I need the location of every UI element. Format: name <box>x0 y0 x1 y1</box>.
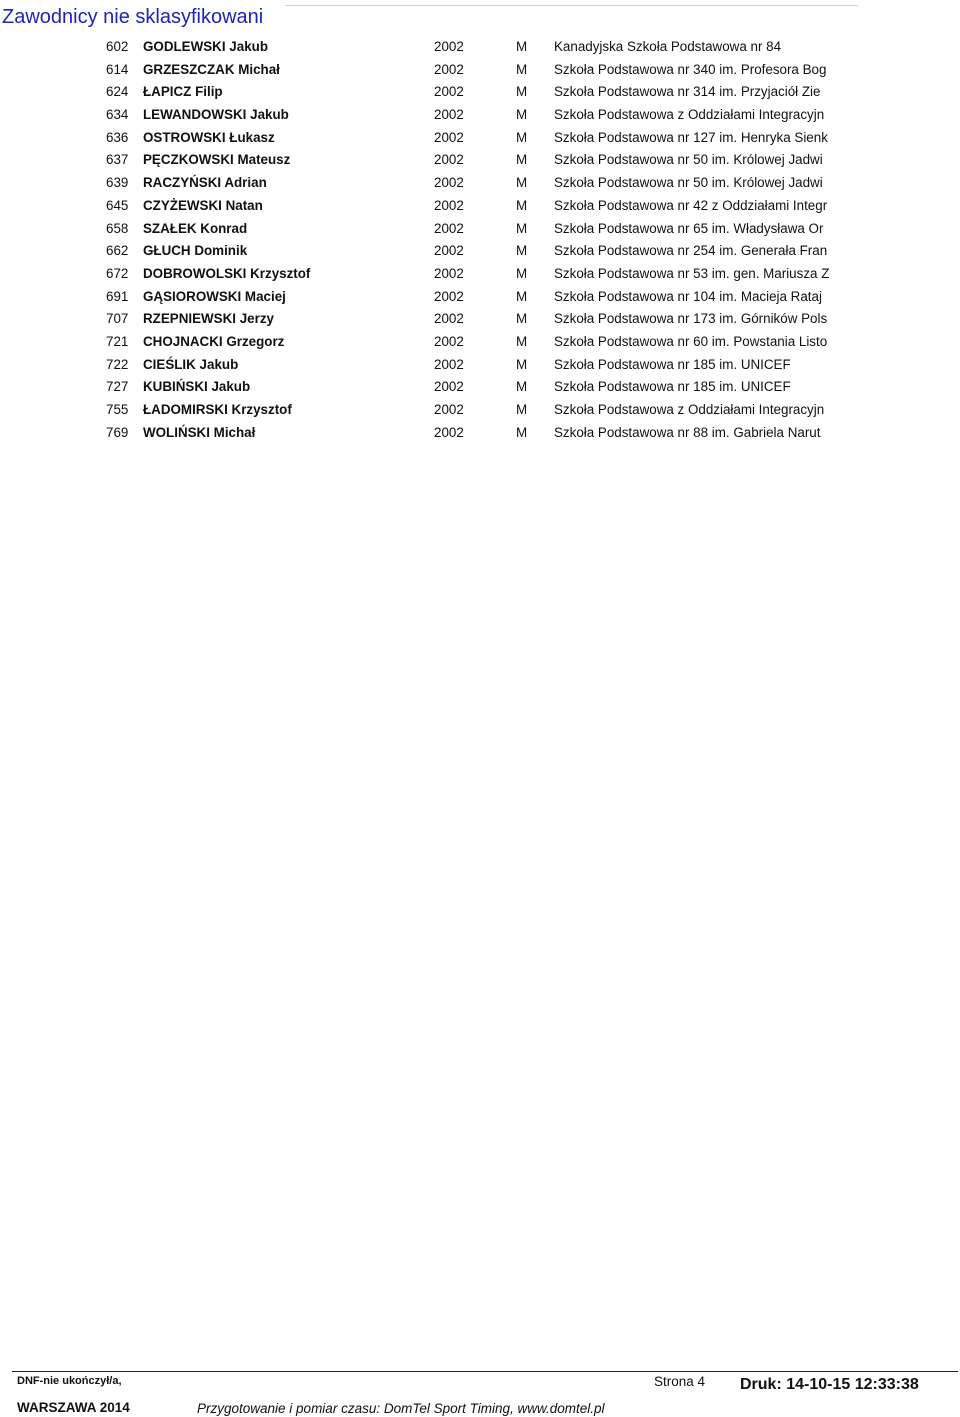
athlete-name: CHOJNACKI Grzegorz <box>143 333 285 349</box>
birth-year: 2002 <box>434 175 464 191</box>
table-row <box>0 36 960 59</box>
birth-year: 2002 <box>434 356 464 372</box>
sex: M <box>516 243 528 259</box>
sex: M <box>516 197 528 213</box>
bib-number: 755 <box>106 402 129 417</box>
birth-year: 2002 <box>434 311 464 327</box>
birth-year: 2002 <box>434 220 464 236</box>
bib-number: 645 <box>106 197 129 213</box>
school-name: Szkoła Podstawowa nr 173 im. Górników Pols <box>554 311 828 327</box>
athlete-name: ŁADOMIRSKI Krzysztof <box>143 402 292 417</box>
bib-number: 707 <box>106 311 129 327</box>
athlete-name: ŁAPICZ Filip <box>143 84 223 100</box>
table-row <box>0 376 960 399</box>
sex: M <box>516 265 528 281</box>
birth-year: 2002 <box>434 265 464 281</box>
sex: M <box>516 424 528 440</box>
birth-year: 2002 <box>434 243 464 259</box>
school-name: Szkoła Podstawowa nr 88 im. Gabriela Narut <box>554 424 821 440</box>
athlete-name: RZEPNIEWSKI Jerzy <box>143 311 274 327</box>
table-row <box>0 263 960 286</box>
table-row <box>0 354 960 377</box>
sex: M <box>516 288 528 304</box>
athlete-name: GODLEWSKI Jakub <box>143 39 268 54</box>
footer-divider <box>12 1371 958 1372</box>
footer-print-date: Druk: 14-10-15 12:33:38 <box>740 1376 919 1393</box>
bib-number: 614 <box>106 61 129 77</box>
school-name: Szkoła Podstawowa nr 340 im. Profesora Bog <box>554 61 827 77</box>
table-row <box>0 286 960 309</box>
bib-number: 636 <box>106 129 129 145</box>
table-row <box>0 308 960 331</box>
school-name: Szkoła Podstawowa nr 127 im. Henryka Sienk <box>554 129 828 145</box>
athlete-name: GŁUCH Dominik <box>143 243 248 259</box>
table-row <box>0 172 960 195</box>
athlete-name: CZYŻEWSKI Natan <box>143 197 263 213</box>
athlete-name: OSTROWSKI Łukasz <box>143 129 275 145</box>
bib-number: 624 <box>106 84 129 100</box>
title-divider <box>285 5 858 6</box>
school-name: Szkoła Podstawowa nr 60 im. Powstania Listo <box>554 333 828 349</box>
footer-legend: DNF-nie ukończył/a, <box>17 1375 122 1387</box>
bib-number: 672 <box>106 265 129 281</box>
birth-year: 2002 <box>434 288 464 304</box>
birth-year: 2002 <box>434 39 464 54</box>
table-row <box>0 149 960 172</box>
footer-page-number: Strona 4 <box>654 1374 706 1389</box>
table-row <box>0 127 960 150</box>
table-row <box>0 399 960 422</box>
athlete-name: GRZESZCZAK Michał <box>143 61 280 77</box>
athlete-name: CIEŚLIK Jakub <box>143 356 239 372</box>
bib-number: 662 <box>106 243 129 259</box>
athlete-name: WOLIŃSKI Michał <box>143 424 256 440</box>
table-row <box>0 422 960 445</box>
school-name: Szkoła Podstawowa z Oddziałami Integracyjn <box>554 107 825 123</box>
school-name: Szkoła Podstawowa nr 185 im. UNICEF <box>554 356 791 372</box>
sex: M <box>516 311 528 327</box>
school-name: Szkoła Podstawowa nr 65 im. Władysława Or <box>554 220 824 236</box>
table-row <box>0 331 960 354</box>
athlete-name: SZAŁEK Konrad <box>143 220 248 236</box>
bib-number: 637 <box>106 152 129 168</box>
bib-number: 602 <box>106 39 129 54</box>
sex: M <box>516 39 528 54</box>
sex: M <box>516 402 528 417</box>
sex: M <box>516 379 528 395</box>
birth-year: 2002 <box>434 61 464 77</box>
table-row <box>0 240 960 263</box>
sex: M <box>516 356 528 372</box>
bib-number: 639 <box>106 175 129 191</box>
school-name: Szkoła Podstawowa nr 185 im. UNICEF <box>554 379 791 395</box>
athlete-name: RACZYŃSKI Adrian <box>143 175 267 191</box>
sex: M <box>516 84 528 100</box>
sex: M <box>516 107 528 123</box>
school-name: Szkoła Podstawowa nr 53 im. gen. Mariusza Z <box>554 265 829 281</box>
school-name: Szkoła Podstawowa z Oddziałami Integracyjn <box>554 402 825 417</box>
sex: M <box>516 220 528 236</box>
birth-year: 2002 <box>434 84 464 100</box>
sex: M <box>516 61 528 77</box>
birth-year: 2002 <box>434 152 464 168</box>
birth-year: 2002 <box>434 333 464 349</box>
birth-year: 2002 <box>434 107 464 123</box>
bib-number: 722 <box>106 356 129 372</box>
school-name: Kanadyjska Szkoła Podstawowa nr 84 <box>554 39 782 54</box>
bib-number: 691 <box>106 288 129 304</box>
table-row <box>0 218 960 241</box>
sex: M <box>516 333 528 349</box>
bib-number: 721 <box>106 333 129 349</box>
athlete-name: DOBROWOLSKI Krzysztof <box>143 265 311 281</box>
bib-number: 658 <box>106 220 129 236</box>
table-row <box>0 81 960 104</box>
sex: M <box>516 175 528 191</box>
birth-year: 2002 <box>434 402 464 417</box>
athlete-name: LEWANDOWSKI Jakub <box>143 107 289 123</box>
table-row <box>0 104 960 127</box>
birth-year: 2002 <box>434 424 464 440</box>
sex: M <box>516 152 528 168</box>
birth-year: 2002 <box>434 197 464 213</box>
bib-number: 727 <box>106 379 129 395</box>
school-name: Szkoła Podstawowa nr 50 im. Królowej Jadwi <box>554 152 823 168</box>
birth-year: 2002 <box>434 379 464 395</box>
table-row <box>0 195 960 218</box>
athlete-name: PĘCZKOWSKI Mateusz <box>143 152 291 168</box>
school-name: Szkoła Podstawowa nr 254 im. Generała Fran <box>554 243 828 259</box>
results-list <box>0 36 960 444</box>
section-title: Zawodnicy nie sklasyfikowani <box>2 6 264 28</box>
table-row <box>0 59 960 82</box>
footer-event: WARSZAWA 2014 <box>17 1400 130 1415</box>
school-name: Szkoła Podstawowa nr 104 im. Macieja Rataj <box>554 288 822 304</box>
bib-number: 769 <box>106 424 129 440</box>
athlete-name: GĄSIOROWSKI Maciej <box>143 288 286 304</box>
birth-year: 2002 <box>434 129 464 145</box>
school-name: Szkoła Podstawowa nr 50 im. Królowej Jadwi <box>554 175 823 191</box>
bib-number: 634 <box>106 107 129 123</box>
footer-credit: Przygotowanie i pomiar czasu: DomTel Sport Timing, www.domtel.pl <box>197 1401 605 1416</box>
school-name: Szkoła Podstawowa nr 314 im. Przyjaciół Zie <box>554 84 821 100</box>
athlete-name: KUBIŃSKI Jakub <box>143 379 251 395</box>
sex: M <box>516 129 528 145</box>
school-name: Szkoła Podstawowa nr 42 z Oddziałami Integr <box>554 197 828 213</box>
